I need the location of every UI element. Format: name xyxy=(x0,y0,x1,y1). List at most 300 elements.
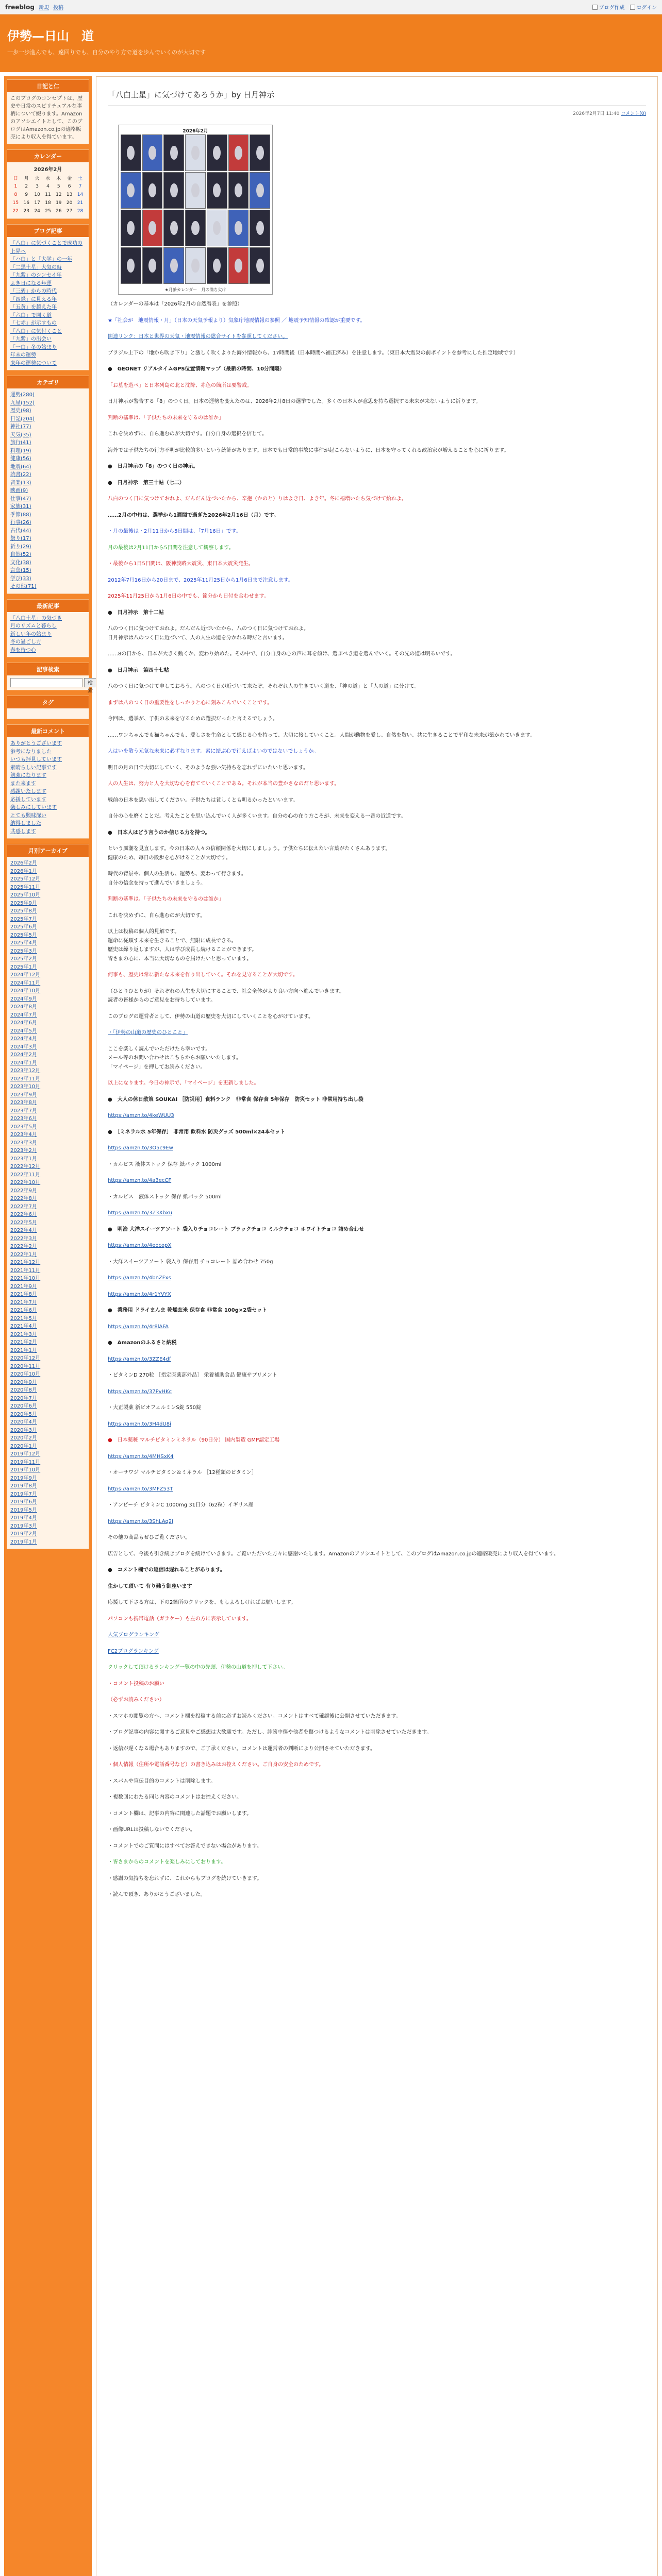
post-link[interactable]: https://amzn.to/4keWUU3 xyxy=(108,1113,174,1118)
moon-phase-cell xyxy=(228,172,249,209)
month-archive-link[interactable]: 2019年2月 xyxy=(10,1531,37,1537)
post-paragraph: ……8の日から、日本が大きく動くか、変わり始めた。その中で、自分自身の心の声に耳を傾け、選ぶべき道を選んでいく。その先の道は明るいです。 xyxy=(108,651,456,657)
month-archive-link[interactable]: 2024年6月 xyxy=(10,1020,37,1026)
comment-link[interactable]: 納得しました xyxy=(10,821,41,827)
month-archive-link[interactable]: 2023年2月 xyxy=(10,1148,37,1154)
month-archive-link[interactable]: 2023年8月 xyxy=(10,1100,37,1106)
month-archive-link[interactable]: 2026年1月 xyxy=(10,868,37,874)
post-paragraph: ブラジル上下の「地から吹き下り」と激しく吹くよりた海外情報から、17時間後（日本時間へ補正済み）を注意します。（東日本大震災の前ポイントを参考にした推定地域です） xyxy=(108,350,519,356)
post-link[interactable]: https://amzn.to/37PvHKc xyxy=(108,1388,172,1395)
month-archive-link[interactable]: 2024年1月 xyxy=(10,1060,37,1066)
calendar-weekday: 日 xyxy=(13,176,18,181)
calendar-day[interactable]: 27 xyxy=(66,209,73,214)
category-box xyxy=(7,376,89,594)
month-archive-link[interactable]: 2024年8月 xyxy=(10,1004,37,1010)
calendar-day[interactable]: 19 xyxy=(56,200,62,206)
moon-phase-cell xyxy=(121,210,141,246)
month-archive-link[interactable]: 2019年1月 xyxy=(10,1539,37,1545)
post-link[interactable]: 人気ブログランキング xyxy=(108,1632,159,1638)
moon-phase-cell xyxy=(185,247,206,284)
month-archive-link[interactable]: 2024年11月 xyxy=(10,980,41,986)
month-archive-link[interactable]: 2021年1月 xyxy=(10,1347,37,1353)
category-link[interactable]: 季節(88) xyxy=(10,512,31,518)
month-archive-link[interactable]: 2025年3月 xyxy=(10,948,37,954)
month-archive-link[interactable]: 2022年9月 xyxy=(10,1188,37,1194)
month-archive-link[interactable]: 2023年10月 xyxy=(10,1084,41,1090)
recent-post-link[interactable]: 「九紫」のシンセイ年 xyxy=(10,273,62,279)
month-archive-link[interactable]: 2021年3月 xyxy=(10,1331,37,1337)
month-archive-link[interactable]: 2021年7月 xyxy=(10,1299,37,1306)
comment-link[interactable]: 参考になりました xyxy=(10,749,52,755)
month-archive-link[interactable]: 2021年10月 xyxy=(10,1276,41,1282)
moon-phase-cell xyxy=(185,172,206,209)
category-link[interactable]: 仕事(47) xyxy=(10,496,31,502)
month-archive-link[interactable]: 2023年4月 xyxy=(10,1132,37,1138)
post-comment-link[interactable]: コメント(0) xyxy=(621,111,646,116)
post-paragraph: ・画像URLは投稿しないでください。 xyxy=(108,1827,195,1833)
moon-phase-cell xyxy=(163,210,184,246)
calendar-day[interactable]: 4 xyxy=(46,184,49,190)
post-link[interactable]: FC2ブログランキング xyxy=(108,1648,159,1654)
month-archive-link[interactable]: 2025年5月 xyxy=(10,932,37,938)
month-archive-link[interactable]: 2023年6月 xyxy=(10,1116,37,1122)
calendar-weekday: 水 xyxy=(45,176,51,181)
month-archive-link[interactable]: 2021年9月 xyxy=(10,1283,37,1290)
post-paragraph: クリックして頂けるランキング一覧の中の先頭、伊勢の山道を押して下さい。 xyxy=(108,1665,288,1670)
month-archive-link[interactable]: 2019年8月 xyxy=(10,1483,37,1489)
post-paragraph: その他の商品もぜひご覧ください。 xyxy=(108,1535,190,1540)
month-archive-link[interactable]: 2020年8月 xyxy=(10,1387,37,1394)
recent-post-link[interactable]: 「二黒土星」大気の時 xyxy=(10,264,62,270)
category-link[interactable]: 運勢(280) xyxy=(10,392,35,398)
category-link[interactable]: 映画(9) xyxy=(10,488,28,494)
comment-link[interactable]: 共感します xyxy=(10,828,36,835)
month-archive-link[interactable]: 2019年3月 xyxy=(10,1523,37,1529)
month-archive-link[interactable]: 2024年12月 xyxy=(10,972,41,978)
recent-post-link[interactable]: 「八白」に気づくことで成功の上昇へ xyxy=(10,241,82,255)
search-input[interactable] xyxy=(10,678,82,687)
calendar-day[interactable]: 16 xyxy=(23,200,29,206)
moon-phase-cell xyxy=(142,134,163,171)
post-paragraph: 何事も、歴史は常に新たな未来を作り出していく。それを見守ることが大切です。 xyxy=(108,972,298,978)
create-blog-link[interactable] xyxy=(592,3,625,11)
moon-phase-cell xyxy=(142,172,163,209)
month-archive-link[interactable]: 2021年12月 xyxy=(10,1260,41,1266)
post-paragraph: 今回は、選挙が、子供の未来を守るための選択だったと言えるでしょう。 xyxy=(108,716,278,722)
month-archive-link[interactable]: 2025年10月 xyxy=(10,892,41,899)
recent-post-link[interactable]: 「九紫」の出会い xyxy=(10,336,52,343)
post-paragraph: ・カルピス 液体ストック 保存 紙パック 1000ml xyxy=(108,1161,222,1167)
tag-box xyxy=(7,696,89,719)
month-archive-link[interactable]: 2025年9月 xyxy=(10,900,37,906)
month-archive-link[interactable]: 2022年11月 xyxy=(10,1172,41,1178)
post-paragraph: まずは八のつく日の重要性をしっかりと心に刻みこんでいくことです。 xyxy=(108,700,273,706)
calendar-day[interactable]: 10 xyxy=(34,192,40,198)
comment-link[interactable]: とても興味深い xyxy=(10,812,46,819)
topbar-link-new[interactable]: 新規 xyxy=(38,5,49,11)
post-paragraph: ● 大人の休日散策 SOUKAI ［防災用］食料ランク 非常食 保存食 5年保存 防災セット 非常用持ち出し袋 xyxy=(108,1096,363,1103)
post-paragraph: 生かして頂いて 有り難う御座います xyxy=(108,1583,192,1589)
top-bar-left xyxy=(5,3,63,11)
moon-phase-cell xyxy=(185,134,206,171)
month-archive-link[interactable]: 2020年6月 xyxy=(10,1403,37,1410)
post-paragraph: ● 日月神示の「8」のつく日の神示。 xyxy=(108,464,198,469)
month-archive-link[interactable]: 2020年1月 xyxy=(10,1443,37,1449)
post-paragraph: 月の最後は2月11日から5日間を注意して観察します。 xyxy=(108,545,234,551)
calendar-table xyxy=(10,175,86,216)
post-paragraph: ● 日月神示 第三十帖（七二） xyxy=(108,480,185,486)
latest-posts-heading: 最新記事 xyxy=(7,600,89,612)
month-archive-link[interactable]: 2023年11月 xyxy=(10,1076,41,1082)
calendar-day[interactable]: 14 xyxy=(77,192,84,198)
month-archive-link[interactable]: 2019年7月 xyxy=(10,1491,37,1497)
post-paragraph: ● GEONET リアルタイムGPS位置情報マップ（最新の時間、10分間隔） xyxy=(108,366,285,372)
month-archive-link[interactable]: 2024年5月 xyxy=(10,1028,37,1034)
moon-phase-cell xyxy=(250,172,270,209)
category-link[interactable]: 天気(35) xyxy=(10,432,31,438)
month-archive-link[interactable]: 2021年11月 xyxy=(10,1267,41,1274)
post-paragraph: ・大正製薬 新ビオフェルミンS錠 550錠 xyxy=(108,1405,201,1411)
month-archive-link[interactable]: 2019年12月 xyxy=(10,1451,41,1458)
post-link[interactable]: https://amzn.to/3O5c9Ew xyxy=(108,1145,173,1151)
month-archive-link[interactable]: 2023年12月 xyxy=(10,1068,41,1074)
month-archive-link[interactable]: 2020年5月 xyxy=(10,1411,37,1417)
calendar-day[interactable]: 13 xyxy=(66,192,73,198)
month-archive-link[interactable]: 2025年11月 xyxy=(10,884,41,890)
post-paragraph: ・アンビーチ ビタミンC 1000mg 31日分（62粒）イギリス産 xyxy=(108,1502,254,1508)
comment-link[interactable]: 素晴らしい記事です xyxy=(10,765,57,771)
calendar-day[interactable]: 22 xyxy=(12,209,19,214)
month-archive-link[interactable]: 2022年2月 xyxy=(10,1244,37,1250)
post-paragraph: ・大洋スイーツアソート 袋入り 保存用 チョコレート 詰め合わせ 750g xyxy=(108,1259,273,1265)
calendar-day[interactable]: 21 xyxy=(77,200,84,206)
calendar-day[interactable]: 6 xyxy=(68,184,71,190)
month-archive-link[interactable]: 2024年3月 xyxy=(10,1044,37,1050)
moon-phase-cell xyxy=(163,172,184,209)
post-paragraph: 応援して下さる方は、下の2箇所のクリックを、もしよろしければお願いします。 xyxy=(108,1600,296,1605)
post-paragraph: 広告として、今後も引き続きブログを続けていきます。ご覧いただいた方々に感謝いたします。Amazonのアソシエイトとして、このブログはAmazon.co.jpの適格販売により収入を得ています。 xyxy=(108,1551,559,1557)
category-link[interactable]: 言葉(15) xyxy=(10,568,31,574)
moon-calendar-figure xyxy=(118,125,273,295)
calendar-day[interactable]: 23 xyxy=(23,209,29,214)
month-archive-link[interactable]: 2023年1月 xyxy=(10,1156,37,1162)
post-link[interactable]: 関連リンク：日本と世界の天気・地震情報の総合サイトを参照してください。 xyxy=(108,334,288,340)
post-link[interactable]: https://amzn.to/4MHSxK4 xyxy=(108,1453,174,1460)
post-paragraph: これを決めずに、自ら進むのが大切です。自分自身の選択を信じて。 xyxy=(108,431,267,437)
post-link[interactable]: https://amzn.to/4eocopX xyxy=(108,1243,172,1248)
month-archive-link[interactable]: 2020年2月 xyxy=(10,1435,37,1442)
moon-phase-cell xyxy=(250,134,270,171)
comment-link[interactable]: 感謝いたします xyxy=(10,789,46,795)
post-paragraph: 八白のつく日に気つけておれよ、だんだん近づいたから、辛抱（かのと）りはよき日、よき年。冬に福増いたち気づけて給れよ。 xyxy=(108,496,407,502)
comment-link[interactable]: 勉強になります xyxy=(10,773,46,779)
month-archive-link[interactable]: 2021年8月 xyxy=(10,1292,37,1298)
calendar-day[interactable]: 12 xyxy=(56,192,62,198)
month-archive-link[interactable]: 2019年6月 xyxy=(10,1499,37,1505)
post-link[interactable]: https://amzn.to/3Z3Xbxu xyxy=(108,1210,172,1216)
post-link[interactable]: https://amzn.to/4a3ecCF xyxy=(108,1178,172,1183)
month-archive-link[interactable]: 2022年1月 xyxy=(10,1251,37,1258)
monthly-archive-heading: 月別アーカイブ xyxy=(7,844,89,857)
post-paragraph: ・コメント欄は、記事の内容に関連した話題でお願いします。 xyxy=(108,1810,252,1817)
month-archive-link[interactable]: 2021年5月 xyxy=(10,1315,37,1321)
category-link[interactable]: 日記(204) xyxy=(10,416,35,422)
month-archive-link[interactable]: 2024年7月 xyxy=(10,1012,37,1018)
post-paragraph: ・コメントでのご質問にはすべてお答えできない場合があります。 xyxy=(108,1843,262,1849)
post-paragraph: ● 業務用 ドライまんま 乾燥玄米 保存食 非常食 100g×2袋セット xyxy=(108,1308,268,1313)
recent-post-link[interactable]: 「六白」で開く道 xyxy=(10,312,52,318)
month-archive-link[interactable]: 2025年1月 xyxy=(10,964,37,970)
category-link[interactable]: 歴史(98) xyxy=(10,408,31,414)
month-archive-link[interactable]: 2019年9月 xyxy=(10,1475,37,1481)
month-archive-link[interactable]: 2023年3月 xyxy=(10,1140,37,1146)
post-paragraph: ……ワンちゃんでも猫ちゃんでも、愛しさを生命として感じる心を持って、大切に接していくこと。人間が動物を愛し、自然を敬い、共に生きることで平和な未来が築かれていきます。 xyxy=(108,732,535,738)
post-paragraph: 2025年11月25日から1月6日の中でも、節分から日付を合わせます。 xyxy=(108,594,269,599)
post-body xyxy=(108,300,646,1900)
category-link[interactable]: 料理(19) xyxy=(10,448,31,454)
moon-phase-cell xyxy=(207,247,227,284)
month-archive-link[interactable]: 2020年11月 xyxy=(10,1363,41,1369)
post-paragraph: 明日の月の日で大切にしていく、そのような強い気持ちを忘れずにいたいと思います。 xyxy=(108,765,308,771)
post-paragraph: 人の人生は、努力と人を大切な心を育てていくことである。それが本当の豊かさなのだと思います。 xyxy=(108,781,340,787)
post-paragraph: 自分の心を磨くことだ。考えたことを思い込んでいく人が多くいます。自分の心の在り方こそが、未来を変える一番の近道です。 xyxy=(108,814,406,819)
post-paragraph: 海外では子供たちの行方不明が比較的多いという統計があります。日本でも日常的事故に事件が起こらないように、日本を守ってくれる政治家が増えることを心に祈ります。 xyxy=(108,447,509,453)
month-archive-link[interactable]: 2025年2月 xyxy=(10,956,37,962)
post-paragraph: ・個人情報（住所や電話番号など）の書き込みはお控えください。ご自身の安全のためです。 xyxy=(108,1762,324,1768)
month-archive-link[interactable]: 2022年7月 xyxy=(10,1204,37,1210)
month-archive-link[interactable]: 2026年2月 xyxy=(10,860,37,867)
moon-phase-cell xyxy=(163,134,184,171)
topbar-link-post[interactable]: 投稿 xyxy=(53,5,63,11)
recent-post-link[interactable]: 「八白」に気付くこと xyxy=(10,328,62,334)
recent-post-link[interactable]: 「四緑」に見える年 xyxy=(10,296,57,302)
category-link[interactable]: 古代(44) xyxy=(10,528,31,534)
moon-phase-cell xyxy=(121,172,141,209)
month-archive-link[interactable]: 2021年4月 xyxy=(10,1324,37,1330)
service-logo[interactable]: freeblog xyxy=(5,3,35,11)
recent-post-link[interactable]: 「七赤」が示すもの xyxy=(10,320,57,327)
month-archive-link[interactable]: 2020年10月 xyxy=(10,1371,41,1378)
recent-post-link[interactable]: 来年の運勢について xyxy=(10,360,57,366)
category-link[interactable]: 家族(31) xyxy=(10,504,31,510)
calendar-heading: カレンダー xyxy=(7,150,89,162)
post-link[interactable]: https://amzn.to/3MFZ53T xyxy=(108,1486,173,1492)
post-paragraph: このブログの運営者として、伊勢の山道の歴史を大切にしていくことを心がけています。 xyxy=(108,1013,313,1020)
month-archive-link[interactable]: 2020年4月 xyxy=(10,1419,37,1426)
post-link[interactable]: https://amzn.to/4bnZFxs xyxy=(108,1275,171,1281)
category-link[interactable]: 音楽(13) xyxy=(10,480,31,486)
calendar-day[interactable]: 9 xyxy=(25,192,28,198)
category-link[interactable]: 旅行(41) xyxy=(10,440,31,446)
moon-phase-cell xyxy=(207,134,227,171)
calendar-weekday: 月 xyxy=(24,176,29,181)
month-archive-link[interactable]: 2019年11月 xyxy=(10,1459,41,1465)
calendar-day[interactable]: 26 xyxy=(56,209,62,214)
recent-post-link[interactable]: 「五黄」を越えた年 xyxy=(10,304,57,311)
category-link[interactable]: その他(71) xyxy=(10,584,37,590)
comment-link[interactable]: 楽しみにしています xyxy=(10,805,57,811)
figure-caption: ★月齢カレンダー 月の満ち欠け xyxy=(164,287,226,292)
month-archive-link[interactable]: 2019年4月 xyxy=(10,1515,37,1521)
post-paragraph: （カレンダーの基本は「2026年2月の自然暦表」を参照） xyxy=(108,301,243,307)
category-link[interactable]: 学び(33) xyxy=(10,575,31,582)
category-link[interactable]: 祭り(17) xyxy=(10,536,31,542)
post-paragraph: ここを楽しく読んでいただけたら幸いです。 メール等のお問い合わせはこちらからお願いいたします。 「マイページ」を押してお読みください。 xyxy=(108,1046,241,1070)
moon-phase-cell xyxy=(185,210,206,246)
category-link[interactable]: 自然(52) xyxy=(10,552,31,558)
login-link[interactable] xyxy=(630,3,657,11)
recent-post-link[interactable]: 「三碧」からの時代 xyxy=(10,289,57,295)
calendar-day[interactable]: 5 xyxy=(57,184,60,190)
post-paragraph: ・オーサワジ マルチビタミン＆ミネラル ［12種類のビタミン］ xyxy=(108,1470,257,1476)
comments-heading: 最新コメント xyxy=(7,725,89,737)
post-paragraph: ● コメント欄での返信は遅れることがあります。 xyxy=(108,1567,225,1573)
category-link[interactable]: 祈り(29) xyxy=(10,544,31,550)
post-link[interactable]: https://amzn.to/4r1YVYX xyxy=(108,1291,171,1297)
latest-posts-box xyxy=(7,599,89,658)
month-archive-link[interactable]: 2020年7月 xyxy=(10,1395,37,1401)
calendar-day[interactable]: 11 xyxy=(45,192,51,198)
latest-post-link[interactable]: 月のリズムと暮らし xyxy=(10,623,57,630)
moon-phase-cell xyxy=(207,172,227,209)
top-bar-right xyxy=(592,3,657,11)
post-paragraph: ・月の最後は・2月11日から5日間は、「7月16日」です。 xyxy=(108,529,241,534)
category-heading: カテゴリ xyxy=(7,376,89,388)
search-button[interactable]: 検索 xyxy=(84,678,96,687)
month-archive-link[interactable]: 2019年10月 xyxy=(10,1467,41,1473)
post-paragraph: 2012年7月16日から20日まで、2025年11月25日から1月6日まで注意します。 xyxy=(108,577,293,583)
post-link[interactable]: https://amzn.to/3ZZE4df xyxy=(108,1356,171,1362)
month-archive-link[interactable]: 2021年2月 xyxy=(10,1340,37,1346)
recent-post-link[interactable]: 「一白」冬の始まり xyxy=(10,344,57,350)
month-archive-link[interactable]: 2025年4月 xyxy=(10,940,37,946)
moon-phase-cell xyxy=(250,210,270,246)
category-link[interactable]: 文化(38) xyxy=(10,560,31,566)
latest-post-link[interactable]: 春を待つ心 xyxy=(10,647,36,653)
month-archive-link[interactable]: 2019年5月 xyxy=(10,1507,37,1513)
calendar-day[interactable]: 15 xyxy=(12,200,19,206)
login-icon xyxy=(630,5,635,10)
site-title[interactable]: 伊勢—日山 道 xyxy=(7,28,94,43)
month-archive-link[interactable]: 2022年4月 xyxy=(10,1228,37,1234)
recent-posts-box xyxy=(7,224,89,370)
post-paragraph: ● 日月神示 第四十七帖 xyxy=(108,667,169,673)
month-archive-link[interactable]: 2020年12月 xyxy=(10,1355,41,1362)
calendar-day[interactable]: 24 xyxy=(34,209,40,214)
comment-link[interactable]: また来ます xyxy=(10,781,36,787)
calendar-day[interactable]: 25 xyxy=(45,209,51,214)
post-link[interactable]: https://amzn.to/4r8lAFA xyxy=(108,1324,169,1330)
create-blog-icon xyxy=(592,5,598,10)
recent-post-link[interactable]: 年末の運勢 xyxy=(10,352,36,359)
post-paragraph: 八のつく日に気つけて申しておろう。八のつく日が近づいて来たぞ。それぞれ人の生きていく道を、「神の道」と「人の道」に分けて。 xyxy=(108,684,420,689)
post-link[interactable]: https://amzn.to/3H4dU8i xyxy=(108,1421,171,1427)
create-blog-label: ブログ作成 xyxy=(599,5,625,11)
post-paragraph: ● 日月神示 第十二帖 xyxy=(108,609,164,616)
post-paragraph: ★「社会が 地震情報・月」（日本の天気予報より）気象庁地震情報の参照 ／ 地震予知情報の確認が重要です。 xyxy=(108,317,366,324)
month-archive-link[interactable]: 2025年7月 xyxy=(10,916,37,922)
calendar-day[interactable]: 8 xyxy=(14,192,18,198)
post-paragraph: 以上は投稿の個人的見解です。 運命に従順す未来を生きることで、無限に成長できる。 歴史は繰り返しますが、人は学び成長し続けることができます。 皆さまの心に、本当に大切なものを届けたいと思っています。 xyxy=(108,929,257,962)
month-archive-link[interactable]: 2020年3月 xyxy=(10,1427,37,1433)
latest-post-link[interactable]: 冬の過ごし方 xyxy=(10,639,41,646)
sidebar xyxy=(4,76,92,2576)
post-paragraph: ・返信が遅くなる場合もありますので、ご了承ください。コメントは運営者の判断により公開させていただきます。 xyxy=(108,1745,375,1752)
comment-link[interactable]: 応援しています xyxy=(10,796,46,803)
month-archive-link[interactable]: 2020年9月 xyxy=(10,1379,37,1385)
category-link[interactable]: 行事(26) xyxy=(10,520,31,526)
calendar-day[interactable]: 20 xyxy=(66,200,73,206)
post-paragraph: 時代の背景や、個人の生活も、運勢も、変わって行きます。 自分の信念を持って進んでいきましょう。 xyxy=(108,871,246,886)
category-link[interactable]: 地震(64) xyxy=(10,464,31,470)
calendar-weekday: 木 xyxy=(56,176,61,181)
month-archive-link[interactable]: 2025年12月 xyxy=(10,876,41,883)
comment-link[interactable]: いつも拝見しています xyxy=(10,757,62,763)
comments-box xyxy=(7,724,89,839)
category-link[interactable]: 読書(22) xyxy=(10,472,31,478)
category-link[interactable]: 健康(56) xyxy=(10,456,31,462)
recent-post-link[interactable]: よき日になる年運 xyxy=(10,280,52,286)
month-archive-link[interactable]: 2024年4月 xyxy=(10,1036,37,1042)
moon-phase-cell xyxy=(121,134,141,171)
post-paragraph: ● ［ミネラル水 5年保存］ 非常用 飲料水 防災グッズ 500ml×24本セット xyxy=(108,1129,286,1135)
post-paragraph: ● 日本薬粧 マルチビタミンミネラル（90日分） 国内製造 GMP認定工場 xyxy=(108,1437,280,1443)
comment-link[interactable]: ありがとうございます xyxy=(10,741,62,747)
calendar-month: 2026年2月 xyxy=(34,167,62,173)
post-paragraph: 人はいを敬う元気な未来に必ずなります。素に結ぶ心で行えばよいのではないでしょうか。 xyxy=(108,749,319,754)
calendar-day[interactable]: 28 xyxy=(77,209,84,214)
post-title[interactable]: 「八白土星」に気づけてあろうか」by 日月神示 xyxy=(108,89,646,106)
post-paragraph: ● 日本人はどう言うのか信じる力を持つ。 xyxy=(108,829,210,836)
month-archive-link[interactable]: 2023年7月 xyxy=(10,1108,37,1114)
post-paragraph: （必ずお読みください） xyxy=(108,1697,164,1703)
month-archive-link[interactable]: 2025年6月 xyxy=(10,924,37,930)
month-archive-link[interactable]: 2022年6月 xyxy=(10,1212,37,1218)
calendar-weekday: 土 xyxy=(78,176,83,181)
calendar-day[interactable]: 18 xyxy=(45,200,51,206)
calendar-day[interactable]: 7 xyxy=(78,184,82,190)
moon-phase-cell xyxy=(228,210,249,246)
month-archive-link[interactable]: 2024年2月 xyxy=(10,1052,37,1058)
calendar-day[interactable]: 3 xyxy=(36,184,39,190)
latest-post-link[interactable]: 新しい年の始まり xyxy=(10,631,52,637)
month-archive-link[interactable]: 2022年5月 xyxy=(10,1219,37,1226)
latest-post-link[interactable]: 「八白土星」の気づき xyxy=(10,615,62,621)
calendar-day[interactable]: 17 xyxy=(34,200,40,206)
calendar-day[interactable]: 1 xyxy=(14,184,18,190)
month-archive-link[interactable]: 2023年9月 xyxy=(10,1092,37,1098)
month-archive-link[interactable]: 2022年10月 xyxy=(10,1180,41,1186)
recent-post-link[interactable]: 「ハ白」と「大学」の一年 xyxy=(10,257,72,263)
month-archive-link[interactable]: 2024年10月 xyxy=(10,988,41,994)
calendar-day[interactable]: 2 xyxy=(25,184,28,190)
post-link[interactable]: https://amzn.to/3ShLAq2J xyxy=(108,1518,174,1524)
month-archive-link[interactable]: 2022年3月 xyxy=(10,1235,37,1242)
moon-phase-cell xyxy=(163,247,184,284)
moon-phase-cell xyxy=(228,134,249,171)
category-link[interactable]: 神社(77) xyxy=(10,424,31,430)
figure-title: 2026年2月 xyxy=(183,129,208,134)
month-archive-link[interactable]: 2021年6月 xyxy=(10,1308,37,1314)
month-archive-link[interactable]: 2023年5月 xyxy=(10,1124,37,1130)
month-archive-link[interactable]: 2025年8月 xyxy=(10,908,37,914)
category-link[interactable]: 九星(152) xyxy=(10,400,35,406)
month-archive-link[interactable]: 2024年9月 xyxy=(10,996,37,1002)
moon-phase-cell xyxy=(250,247,270,284)
post-link[interactable]: ・「伊勢の山道の歴史のひとこと」 xyxy=(108,1030,188,1036)
month-archive-link[interactable]: 2022年12月 xyxy=(10,1164,41,1170)
month-archive-link[interactable]: 2022年8月 xyxy=(10,1196,37,1202)
